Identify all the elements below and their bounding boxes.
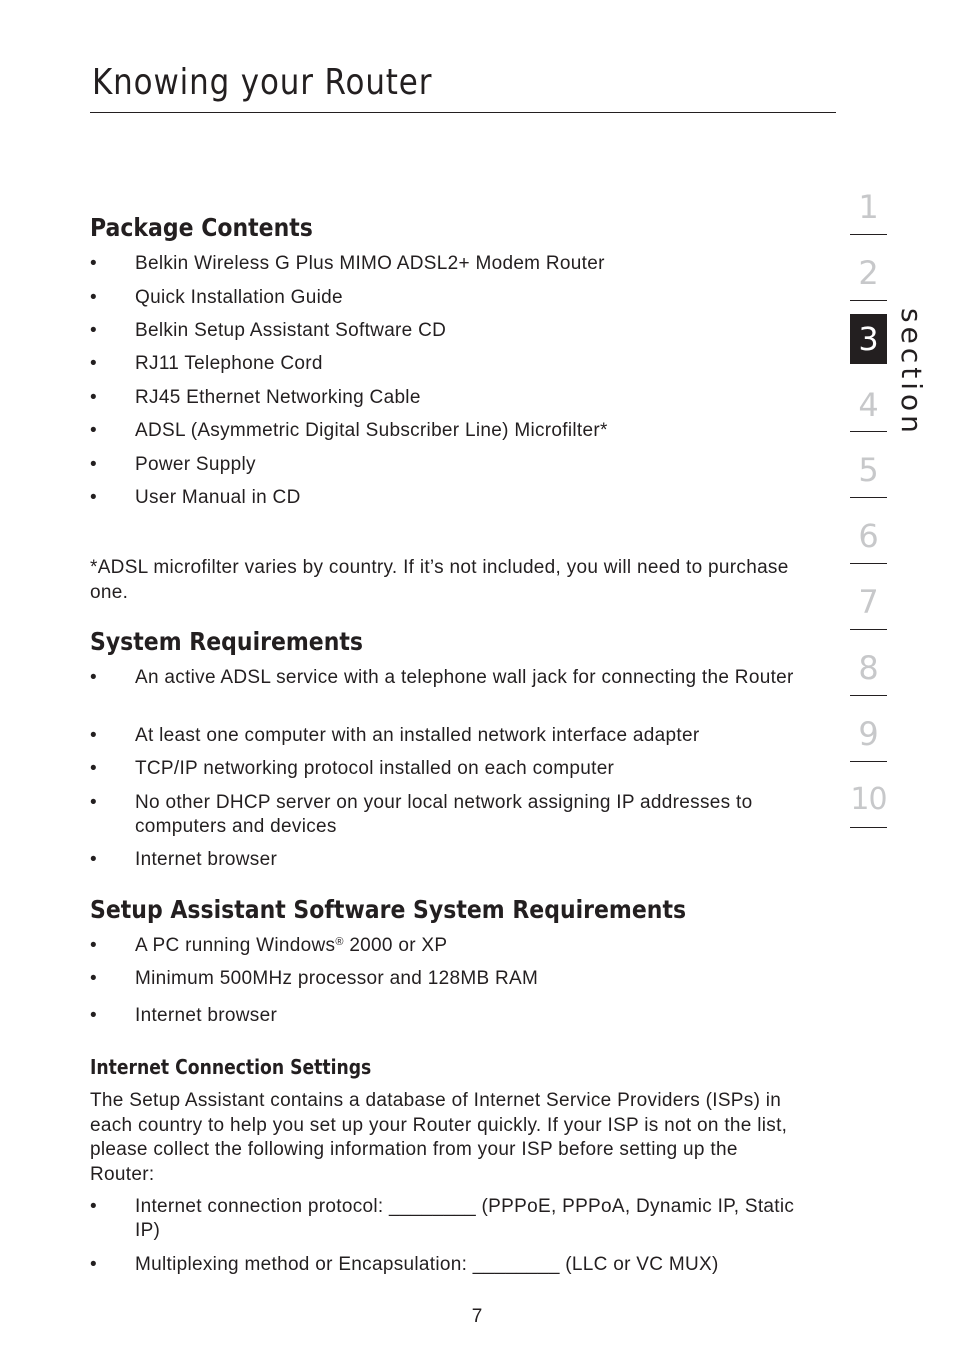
bullet: • (90, 1005, 97, 1026)
section-number-1: 1 (858, 188, 879, 226)
bullet: • (90, 725, 97, 746)
bullet: • (90, 320, 97, 341)
list-item: • Belkin Wireless G Plus MIMO ADSL2+ Modem Router (90, 253, 605, 274)
section-divider (850, 497, 887, 498)
setup-assistant-requirements-heading: Setup Assistant Software System Requirements (90, 895, 687, 924)
title-divider (90, 112, 836, 113)
list-item: • An active ADSL service with a telephone wall jack for connecting the Router (90, 667, 794, 688)
bullet: • (90, 487, 97, 508)
list-item: • No other DHCP server on your local network assigning IP addresses to computers and devices (90, 792, 753, 837)
bullet: • (90, 968, 97, 989)
bullet: • (90, 667, 97, 688)
bullet: • (90, 387, 97, 408)
section-number-8: 8 (858, 649, 879, 687)
bullet: • (90, 454, 97, 475)
bullet: • (90, 935, 97, 956)
internet-connection-intro: The Setup Assistant contains a database of Internet Service Providers (ISPs) in each country to help you set up your Router quickly. If your ISP is not on the list, please collect the following information from your ISP before setting up the Router: (90, 1090, 788, 1185)
page-title: Knowing your Router (92, 62, 433, 103)
section-number-6: 6 (858, 517, 879, 555)
list-item: • Internet browser (90, 1005, 278, 1026)
registered-mark: ® (335, 936, 344, 948)
list-item: • TCP/IP networking protocol installed on each computer (90, 758, 615, 779)
section-divider (850, 300, 887, 301)
list-item: • At least one computer with an installed network interface adapter (90, 725, 700, 746)
section-divider (850, 761, 887, 762)
list-item: • ADSL (Asymmetric Digital Subscriber Line) Microfilter* (90, 420, 608, 441)
bullet: • (90, 758, 97, 779)
section-divider (850, 234, 887, 235)
list-item: • Multiplexing method or Encapsulation: ________ (LLC or VC MUX) (90, 1254, 719, 1275)
section-number-9: 9 (858, 715, 879, 753)
list-item: • User Manual in CD (90, 487, 301, 508)
section-number-10: 10 (850, 782, 887, 817)
page-number: 7 (471, 1306, 483, 1327)
section-number-5: 5 (858, 451, 879, 489)
bullet: • (90, 287, 97, 308)
list-item: • Internet browser (90, 849, 278, 870)
list-item: • RJ11 Telephone Cord (90, 353, 323, 374)
section-divider (850, 563, 887, 564)
bullet: • (90, 1254, 97, 1275)
internet-connection-settings-heading: Internet Connection Settings (90, 1055, 372, 1079)
system-requirements-heading: System Requirements (90, 627, 364, 656)
section-number-3-active: 3 (850, 314, 887, 364)
microfilter-footnote: *ADSL microfilter varies by country. If it’s not included, you will need to purchase one. (90, 557, 789, 603)
section-number-7: 7 (858, 583, 879, 621)
section-number-2: 2 (858, 254, 879, 292)
bullet: • (90, 420, 97, 441)
section-divider (850, 431, 887, 432)
list-item: • RJ45 Ethernet Networking Cable (90, 387, 421, 408)
package-contents-heading: Package Contents (90, 213, 313, 242)
bullet: • (90, 353, 97, 374)
bullet: • (90, 849, 97, 870)
bullet: • (90, 1196, 97, 1217)
section-number-4: 4 (858, 386, 879, 424)
list-item: • Quick Installation Guide (90, 287, 343, 308)
list-item: • Power Supply (90, 454, 256, 475)
list-item: • A PC running Windows® 2000 or XP (90, 935, 448, 956)
section-divider (850, 695, 887, 696)
list-item: • Internet connection protocol: ________ (PPPoE, PPPoA, Dynamic IP, Static IP) (90, 1196, 795, 1241)
list-item: • Minimum 500MHz processor and 128MB RAM (90, 968, 539, 989)
section-divider (850, 629, 887, 630)
section-divider (850, 827, 887, 828)
bullet: • (90, 792, 97, 813)
list-item: • Belkin Setup Assistant Software CD (90, 320, 447, 341)
bullet: • (90, 253, 97, 274)
section-label: section (895, 308, 928, 437)
